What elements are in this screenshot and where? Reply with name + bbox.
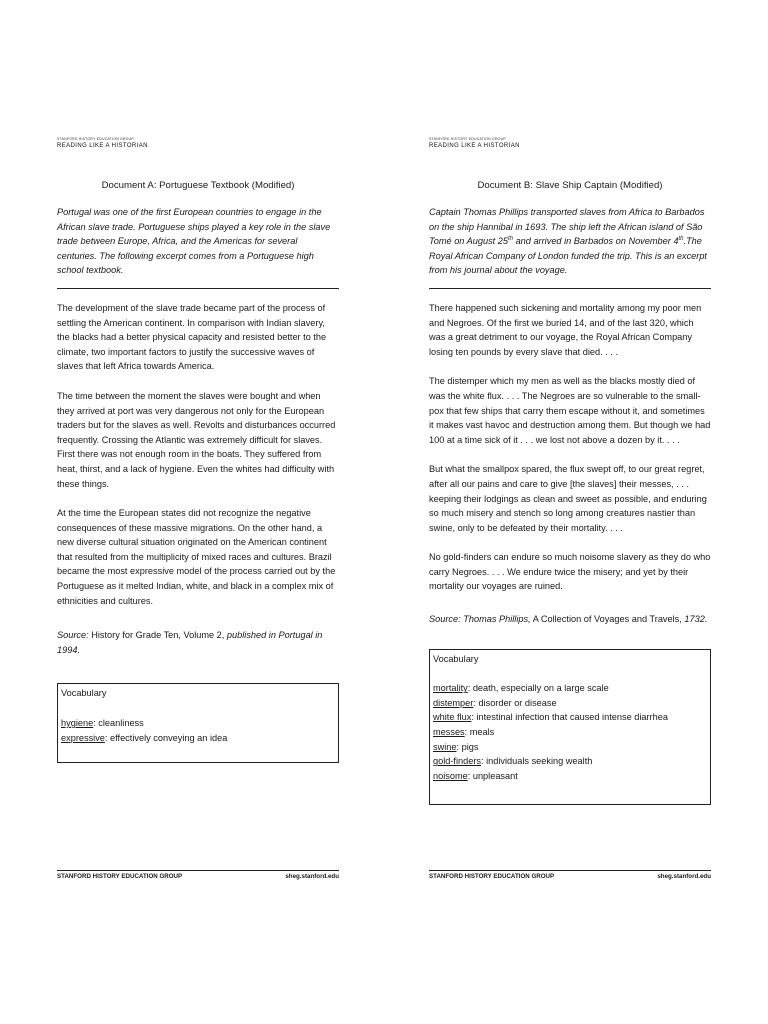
vocab-definition: : disorder or disease: [473, 697, 557, 708]
intro-text: .The Royal African Company of London funded the trip. This is an excerpt from his journal about the voyage.: [429, 236, 707, 276]
page-footer: [429, 870, 711, 880]
footer-url: sheg.stanford.edu: [657, 873, 711, 880]
vocab-entry: [433, 725, 707, 740]
vocab-definition: : cleanliness: [93, 718, 144, 729]
vocab-definition: : pigs: [456, 741, 479, 752]
footer-org: STANFORD HISTORY EDUCATION GROUP: [429, 873, 555, 880]
vocabulary-heading: Vocabulary: [433, 653, 479, 664]
doc-b-paragraph: There happened such sickening and mortality among my poor men and Negroes. Of the first we buried 14, and of the last 320, which was a great detriment to our voyage, the Royal African Company losing ten pounds by every slave that died. . . .: [429, 302, 702, 357]
vocab-definition: : effectively conveying an idea: [104, 732, 228, 743]
vocab-definition: : intestinal infection that caused intense diarrhea: [471, 712, 668, 723]
doc-a-paragraph: The time between the moment the slaves were bought and when they arrived at port was very dangerous not only for the European traders but for the slaves as well. Revolts and disturbances occurred frequently. Crossing the Atlantic was extremely difficult for slaves. First there was not enough room in the boats. They suffered from heat, thirst, and a lack of hygiene. Even the whites had difficulty with these things.: [57, 390, 336, 489]
source-author: Thomas Phillips,: [463, 614, 531, 625]
vocab-term: messes: [433, 727, 465, 738]
doc-b-paragraph: The distemper which my men as well as the blacks mostly died of was the white flux. . . . The Negroes are so vulnerable to the small-pox that few ships that carry them escape without it, and sometimes it makes vast havoc and destruction among them. But though we had 100 at a time sick of it . . . we lost not above a dozen by it. . . .: [429, 376, 711, 445]
doc-a-paragraph: The development of the slave trade became part of the process of settling the American continent. In comparison with Indian slavery, the blacks had a better physical capacity and resisted better to the climate, two important factors to justify the successive waves of slaves that left Africa towards America.: [57, 302, 327, 372]
ordinal-suffix: th: [508, 236, 514, 243]
divider: [429, 288, 711, 289]
vocab-term: swine: [433, 741, 457, 752]
vocab-definition: : meals: [464, 727, 495, 738]
vocab-term: hygiene: [61, 718, 94, 729]
source-publication: published in Portugal in 1994.: [57, 630, 323, 655]
doc-a-paragraph: At the time the European states did not recognize the negative consequences of these massive migrations. On the other hand, a new diverse cultural situation originated on the American continent that resulted from the multiplicity of mixed races and cultures. Brazil became the most expressive model of the process carried out by the Portuguese as it melted Indian, white, and black in a complex mix of ethnicities and cultures.: [57, 508, 336, 606]
vocab-entry: [61, 731, 335, 746]
vocab-entry: [433, 681, 707, 696]
document-a: [57, 136, 339, 763]
vocab-entry: [433, 710, 707, 725]
vocab-entry: [61, 716, 335, 731]
doc-a-title: Document A: Portuguese Textbook (Modified): [101, 180, 295, 191]
vocabulary-heading: Vocabulary: [61, 688, 107, 699]
vocab-entry: [433, 754, 707, 769]
intro-text: and arrived in Barbados on November 4: [513, 236, 679, 247]
page-footer: [57, 870, 339, 880]
vocab-term: expressive: [61, 732, 105, 743]
doc-a-intro: Portugal was one of the first European countries to engage in the African slave trade. Portuguese ships played a key role in the slave trade between Europe, Africa, and the Americas for several centuries. The following excerpt comes from a Portuguese high school textbook.: [57, 207, 331, 276]
sheg-logo: [429, 136, 711, 158]
logo-org-name: STANFORD HISTORY EDUCATION GROUP: [57, 137, 134, 141]
vocab-entry: [433, 769, 707, 784]
vocab-term: mortality: [433, 683, 468, 694]
vocab-term: distemper: [433, 697, 474, 708]
ordinal-suffix: th: [678, 236, 684, 243]
divider: [57, 288, 339, 289]
doc-b-source: [429, 612, 711, 627]
source-label: Source:: [57, 630, 89, 641]
vocab-entry: [433, 740, 707, 755]
source-title: A Collection of Voyages and Travels,: [532, 614, 682, 625]
logo-program-name: READING LIKE A HISTORIAN: [429, 143, 520, 149]
source-title: History for Grade Ten, Volume 2,: [91, 630, 225, 641]
vocab-term: gold-finders: [433, 756, 482, 767]
footer-url: sheg.stanford.edu: [285, 873, 339, 880]
source-label: Source:: [429, 614, 461, 625]
doc-b-vocabulary-box: [429, 649, 711, 805]
vocab-definition: : death, especially on a large scale: [467, 683, 609, 694]
sheg-logo: [57, 136, 339, 158]
vocab-definition: : individuals seeking wealth: [481, 756, 593, 767]
vocab-term: white flux: [433, 712, 472, 723]
logo-program-name: READING LIKE A HISTORIAN: [57, 143, 148, 149]
doc-a-vocabulary-box: [57, 683, 339, 763]
doc-b-title: Document B: Slave Ship Captain (Modified): [477, 180, 663, 191]
doc-b-intro: [429, 205, 711, 278]
document-b: [429, 136, 711, 805]
doc-a-source: [57, 628, 339, 657]
doc-b-paragraph: But what the smallpox spared, the flux swept off, to our great regret, after all our pains and care to give [the slaves] their messes, . . . keeping their lodgings as clean and sweet as possible, and enduring so much misery and stench so long among creatures nastier than swine, only to be defeated by their mortality. . . .: [429, 464, 707, 533]
vocab-term: noisome: [433, 770, 468, 781]
source-year: 1732.: [684, 614, 708, 625]
footer-org: STANFORD HISTORY EDUCATION GROUP: [57, 873, 183, 880]
intro-text: Captain Thomas Phillips transported slaves from Africa to Barbados on the ship Hannibal in 1693. The ship left the African island of São Tomé on August 25: [429, 207, 705, 247]
logo-org-name: STANFORD HISTORY EDUCATION GROUP: [429, 137, 506, 141]
vocab-definition: : unpleasant: [467, 770, 518, 781]
vocab-entry: [433, 696, 707, 711]
doc-b-paragraph: No gold-finders can endure so much noisome slavery as they do who carry Negroes. . . . We endure twice the misery; and yet by their mortality our voyages are ruined.: [429, 552, 711, 592]
